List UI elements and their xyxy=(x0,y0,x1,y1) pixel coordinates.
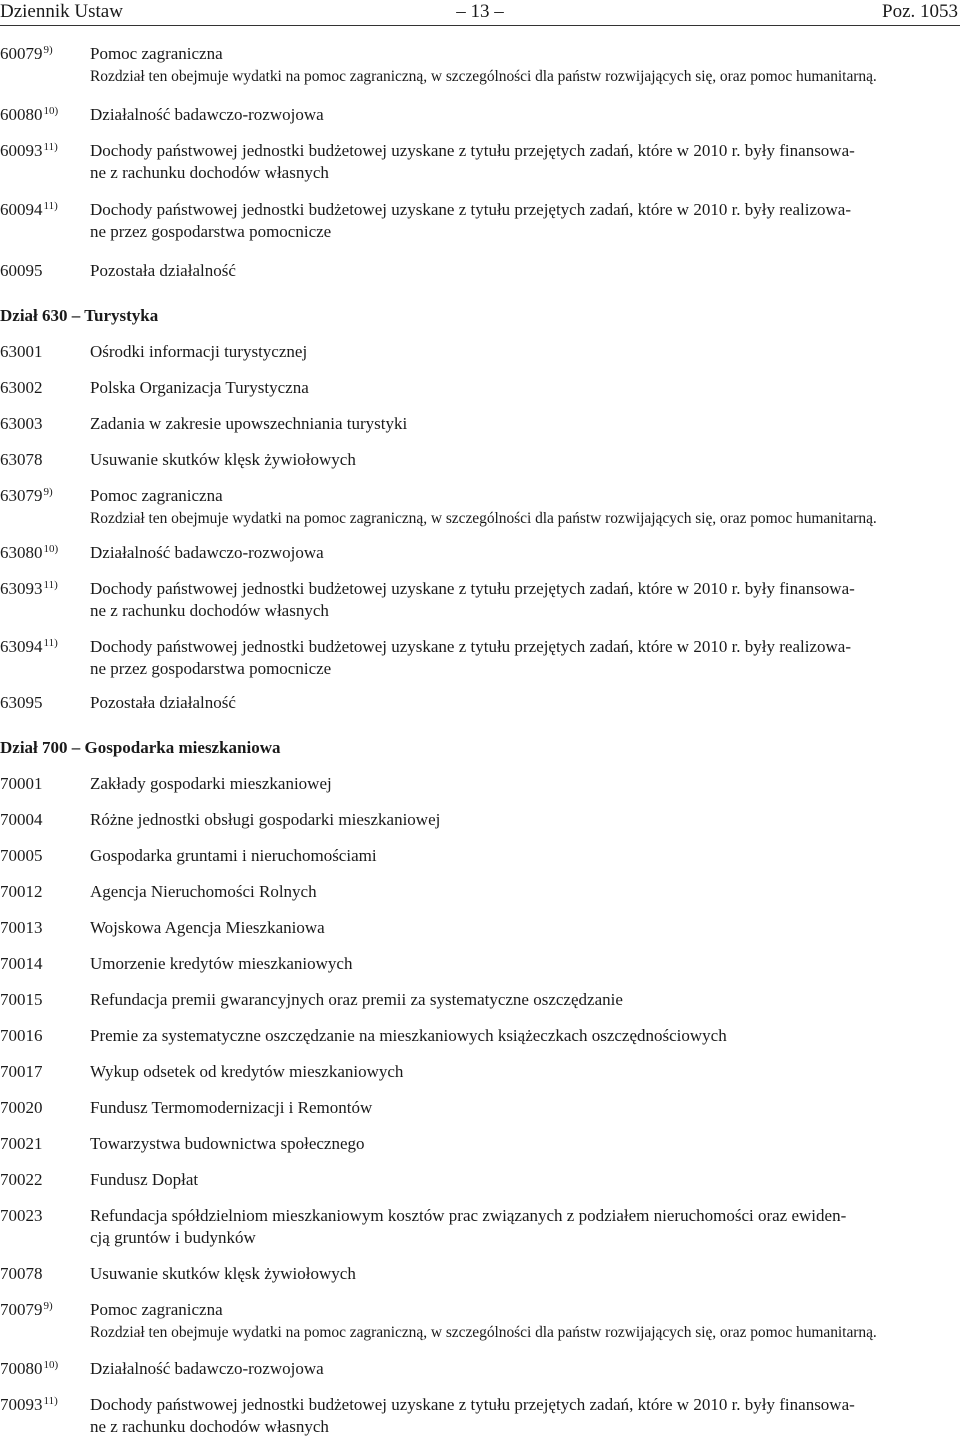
footnote-ref: 9) xyxy=(43,44,53,56)
chapter-code: 70014 xyxy=(0,954,43,973)
chapter-name: Fundusz Termomodernizacji i Remontów xyxy=(90,1098,373,1117)
chapter-code: 70093$^{11)}$ xyxy=(0,1395,58,1414)
chapter-code: 60094$^{11)}$ xyxy=(0,200,58,219)
chapter-code: 70078 xyxy=(0,1264,43,1283)
chapter-name: Ośrodki informacji turystycznej xyxy=(90,342,308,361)
chapter-name: Wykup odsetek od kredytów mieszkaniowych xyxy=(90,1062,404,1081)
section-heading: Dział 630 – Turystyka xyxy=(0,306,159,325)
chapter-name: Działalność badawczo-rozwojowa xyxy=(90,543,324,562)
chapter-code: 70004 xyxy=(0,810,43,829)
chapter-name: Agencja Nieruchomości Rolnych xyxy=(90,882,317,901)
chapter-name: Refundacja spółdzielniom mieszkaniowym kosztów prac związanych z podziałem nieruchomości oraz ewiden- cją gruntów i budynków xyxy=(90,1206,847,1247)
footnote-ref: 10) xyxy=(43,1359,59,1371)
chapter-code: 63094$^{11)}$ xyxy=(0,637,58,656)
footnote-ref: 11) xyxy=(43,1395,58,1407)
chapter-name: Towarzystwa budownictwa społecznego xyxy=(90,1134,365,1153)
chapter-name: Gospodarka gruntami i nieruchomościami xyxy=(90,846,377,865)
chapter-code: 70015 xyxy=(0,990,43,1009)
chapter-code: 70005 xyxy=(0,846,43,865)
chapter-code: 70021 xyxy=(0,1134,43,1153)
section-heading: Dział 700 – Gospodarka mieszkaniowa xyxy=(0,738,281,757)
chapter-code: 70012 xyxy=(0,882,43,901)
page-number: – 13 – xyxy=(456,1,504,22)
chapter-name: Zakłady gospodarki mieszkaniowej xyxy=(90,774,332,793)
chapter-code: 63002 xyxy=(0,378,43,397)
chapter-name: Pozostała działalność xyxy=(90,693,236,712)
chapter-code: 60093$^{11)}$ xyxy=(0,141,58,160)
chapter-code: 70080$^{10)}$ xyxy=(0,1359,59,1378)
footnote-ref: 11) xyxy=(43,141,58,153)
chapter-name: Dochody państwowej jednostki budżetowej uzyskane z tytułu przejętych zadań, które w 2010 r. były finansowa- ne z rachunku dochodów własnych xyxy=(90,1395,855,1436)
chapter-code: 70001 xyxy=(0,774,43,793)
chapter-name: Pomoc zagraniczna xyxy=(90,44,223,63)
chapter-name: Fundusz Dopłat xyxy=(90,1170,199,1189)
footnote-ref: 9) xyxy=(43,1300,53,1312)
chapter-name: Działalność badawczo-rozwojowa xyxy=(90,105,324,124)
chapter-code: 60095 xyxy=(0,261,43,280)
chapter-code: 63003 xyxy=(0,414,43,433)
chapter-name: Polska Organizacja Turystyczna xyxy=(90,378,309,397)
chapter-name: Usuwanie skutków klęsk żywiołowych xyxy=(90,450,356,469)
chapter-code: 70022 xyxy=(0,1170,43,1189)
chapter-code: 70020 xyxy=(0,1098,43,1117)
chapter-code: 70023 xyxy=(0,1206,43,1225)
page-header xyxy=(0,0,960,26)
footnote-ref: 10) xyxy=(43,105,59,117)
chapter-name: Pomoc zagraniczna xyxy=(90,486,223,505)
chapter-code: 63078 xyxy=(0,450,43,469)
chapter-code: 63095 xyxy=(0,693,43,712)
chapter-code: 60080$^{10)}$ xyxy=(0,105,59,124)
chapter-code: 63001 xyxy=(0,342,43,361)
chapter-name: Dochody państwowej jednostki budżetowej uzyskane z tytułu przejętych zadań, które w 2010 r. były finansowa- ne z rachunku dochodów własnych xyxy=(90,141,855,182)
chapter-name: Refundacja premii gwarancyjnych oraz premii za systematyczne oszczędzanie xyxy=(90,990,623,1009)
chapter-code: 63080$^{10)}$ xyxy=(0,543,59,562)
chapter-note: Rozdział ten obejmuje wydatki na pomoc zagraniczną, w szczególności dla państw rozwijających się, oraz pomoc humanitarną. xyxy=(90,68,877,85)
footnote-ref: 10) xyxy=(43,543,59,555)
chapter-name: Zadania w zakresie upowszechniania turystyki xyxy=(90,414,408,433)
chapter-code: 63093$^{11)}$ xyxy=(0,579,58,598)
chapter-name: Dochody państwowej jednostki budżetowej uzyskane z tytułu przejętych zadań, które w 2010 r. były realizowa- ne przez gospodarstwa pomocnicze xyxy=(90,637,851,678)
chapter-name: Umorzenie kredytów mieszkaniowych xyxy=(90,954,353,973)
chapter-code: 70013 xyxy=(0,918,43,937)
position-number: Poz. 1053 xyxy=(882,1,958,22)
chapter-name: Wojskowa Agencja Mieszkaniowa xyxy=(90,918,325,937)
chapter-name: Dochody państwowej jednostki budżetowej uzyskane z tytułu przejętych zadań, które w 2010 r. były finansowa- ne z rachunku dochodów własnych xyxy=(90,579,855,620)
chapter-code: 70079$^{9)}$ xyxy=(0,1300,53,1319)
chapter-name: Dochody państwowej jednostki budżetowej uzyskane z tytułu przejętych zadań, które w 2010 r. były realizowa- ne przez gospodarstwa pomocnicze xyxy=(90,200,851,241)
chapter-code: 70017 xyxy=(0,1062,43,1081)
chapter-code: 70016 xyxy=(0,1026,43,1045)
footnote-ref: 9) xyxy=(43,486,53,498)
footnote-ref: 11) xyxy=(43,200,58,212)
chapter-note: Rozdział ten obejmuje wydatki na pomoc zagraniczną, w szczególności dla państw rozwijających się, oraz pomoc humanitarną. xyxy=(90,1324,877,1341)
chapter-name: Działalność badawczo-rozwojowa xyxy=(90,1359,324,1378)
chapter-name: Usuwanie skutków klęsk żywiołowych xyxy=(90,1264,356,1283)
footnote-ref: 11) xyxy=(43,637,58,649)
chapter-code: 60079$^{9)}$ xyxy=(0,44,53,63)
chapter-note: Rozdział ten obejmuje wydatki na pomoc zagraniczną, w szczególności dla państw rozwijających się, oraz pomoc humanitarną. xyxy=(90,510,877,527)
chapter-name: Pozostała działalność xyxy=(90,261,236,280)
footnote-ref: 11) xyxy=(43,579,58,591)
chapter-name: Różne jednostki obsługi gospodarki mieszkaniowej xyxy=(90,810,441,829)
chapter-name: Pomoc zagraniczna xyxy=(90,1300,223,1319)
chapter-code: 63079$^{9)}$ xyxy=(0,486,53,505)
journal-title: Dziennik Ustaw xyxy=(0,1,123,22)
chapter-name: Premie za systematyczne oszczędzanie na mieszkaniowych książeczkach oszczędnościowych xyxy=(90,1026,727,1045)
